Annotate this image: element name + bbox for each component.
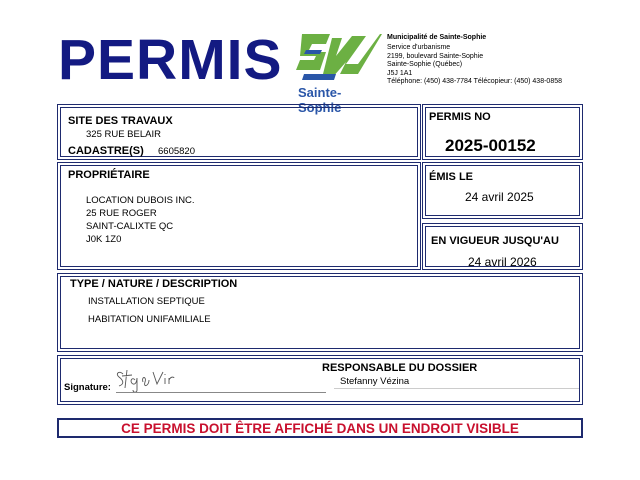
responsible-label: RESPONSABLE DU DOSSIER [322, 362, 478, 374]
municipality-name: Municipalité de Sainte-Sophie [387, 34, 487, 41]
site-label: SITE DES TRAVAUX [68, 115, 173, 127]
municipality-department: Service d'urbanisme [387, 44, 451, 51]
valid-until-date: 24 avril 2026 [468, 255, 537, 269]
valid-until-label: EN VIGUEUR JUSQU'AU [431, 235, 559, 247]
owner-box [57, 162, 421, 270]
description-line: HABITATION UNIFAMILIALE [88, 314, 211, 325]
issued-date: 24 avril 2025 [465, 190, 534, 204]
municipality-phone: Téléphone: (450) 438-7784 Télécopieur: (450) 438-0858 [387, 78, 562, 85]
permit-number-box [422, 104, 583, 160]
logo-emblem-icon [296, 30, 382, 88]
cadastre-label: CADASTRE(S) [68, 145, 144, 157]
site-box [57, 104, 421, 160]
permit-number: 2025-00152 [445, 136, 536, 155]
signature-label: Signature: [64, 382, 111, 393]
permit-title: PERMIS [58, 28, 283, 92]
municipality-address2: Sainte-Sophie (Québec) [387, 61, 463, 68]
signature-box [57, 355, 583, 405]
municipality-address1: 2199, boulevard Sainte-Sophie [387, 52, 484, 60]
owner-label: PROPRIÉTAIRE [68, 169, 150, 181]
display-notice [57, 418, 583, 438]
municipality-logo [296, 30, 382, 115]
logo-text: Sainte-Sophie [298, 85, 342, 115]
owner-line: SAINT-CALIXTE QC [86, 221, 174, 232]
display-notice-text: CE PERMIS DOIT ÊTRE AFFICHÉ DANS UN ENDROIT VISIBLE [121, 421, 519, 436]
handwritten-signature [113, 362, 175, 392]
responsible-line [334, 388, 579, 389]
cadastre-value: 6605820 [158, 146, 195, 157]
municipality-info [387, 33, 587, 87]
signature-line [116, 392, 326, 393]
permit-number-label: PERMIS NO [429, 111, 491, 123]
issued-box [422, 162, 583, 219]
owner-line: J0K 1Z0 [86, 234, 122, 245]
description-line: INSTALLATION SEPTIQUE [88, 296, 205, 307]
description-box [57, 273, 583, 352]
issued-label: ÉMIS LE [429, 171, 474, 183]
owner-line: LOCATION DUBOIS INC. [86, 195, 195, 206]
responsible-name: Stefanny Vézina [340, 376, 410, 387]
owner-line: 25 RUE ROGER [86, 208, 157, 219]
valid-until-box [422, 223, 583, 270]
municipality-postal: J5J 1A1 [387, 69, 413, 77]
site-address: 325 RUE BELAIR [86, 129, 161, 140]
description-label: TYPE / NATURE / DESCRIPTION [70, 278, 238, 290]
